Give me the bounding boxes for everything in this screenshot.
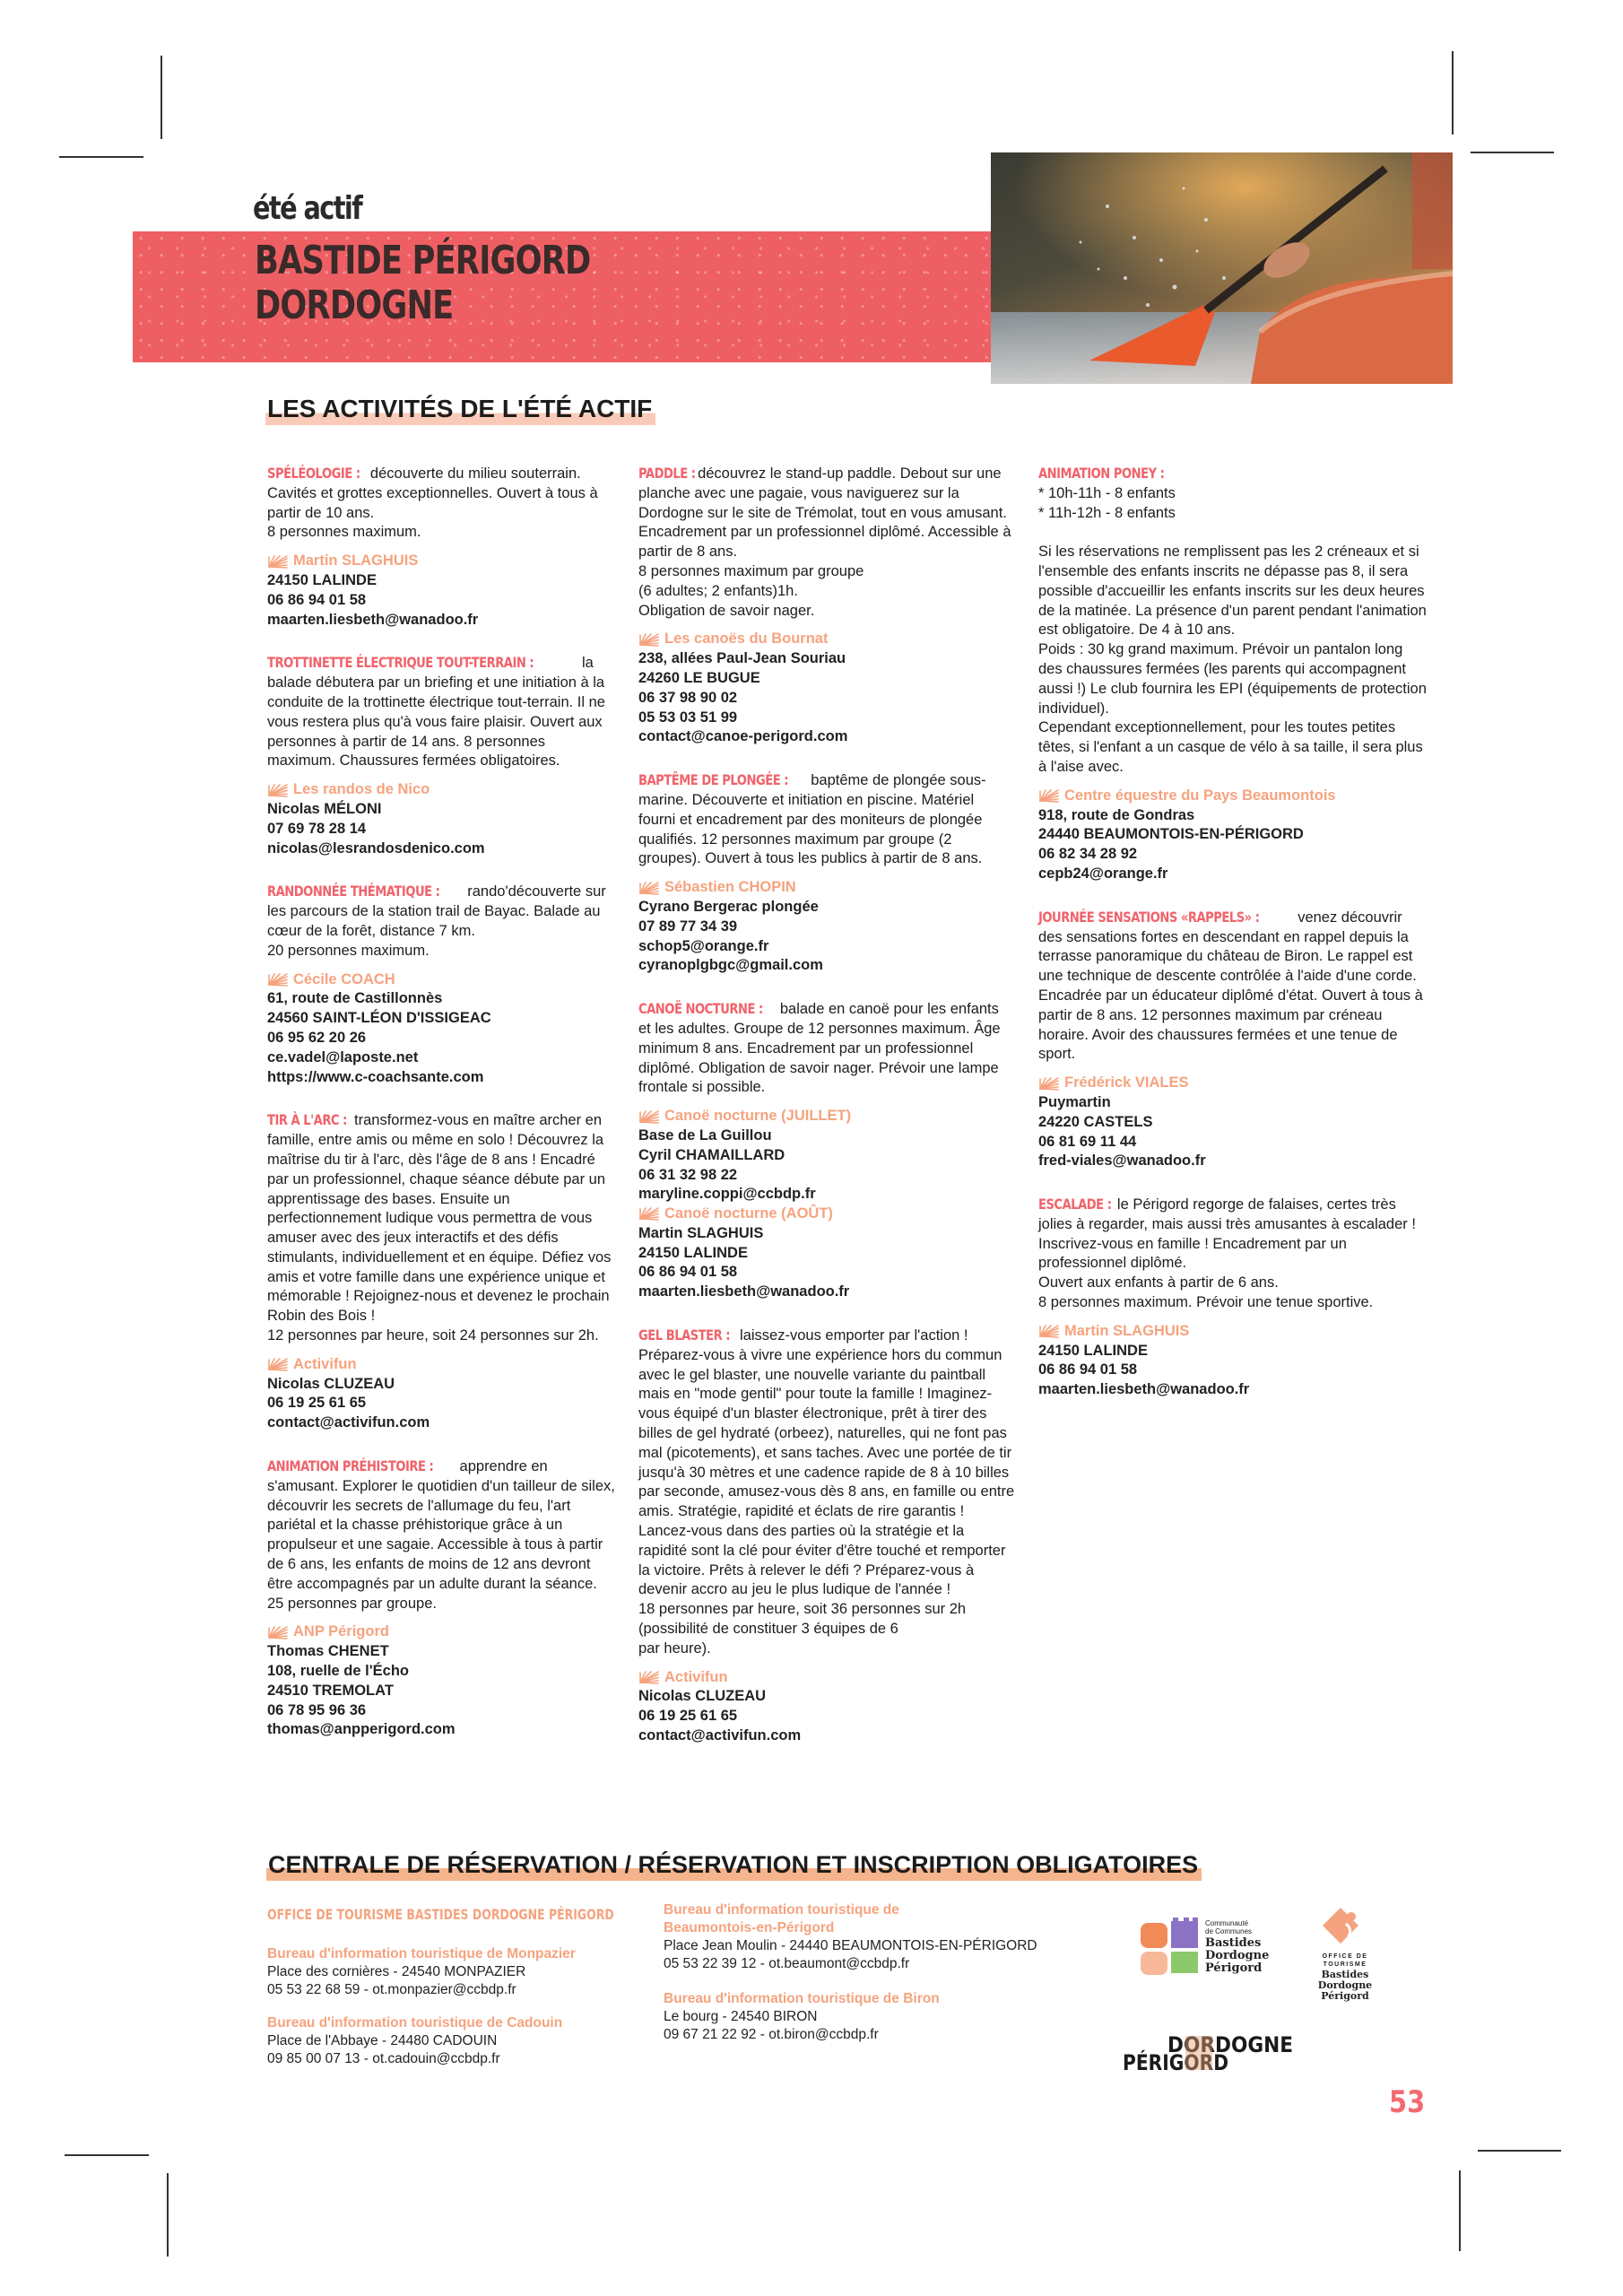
contact-email[interactable]: schop5@orange.fr (638, 937, 769, 954)
activity-description: laissez-vous emporter par l'action ! Préparez-vous à vivre une expérience hors du commun avec le gel blaster, une nouvelle variante du paintball mais en "mode gentil" pour toute la famille ! Imaginez-vous équipé d'un blaster électronique, prêt à tirer des billes de gel hydraté (orbeez), naturelles, qui ne font pas mal (picotements), et sans taches. Avec une portée de tir jusqu'à 30 mètres et une cadence rapide de 8 à 10 billes par seconde, amusez-vous dès 8 ans, en famille ou entre amis. Stratégie, rapidité et éclats de rire garantis ! Lancez-vous dans des parties où la stratégie et la rapidité sont la clé pour éviter d'être touché et remporter la victoire. Prêts à relever le défi ? Préparez-vous à devenir accro au jeu le plus ludique de l'année ! 18 personnes par heure, soit 36 personnes sur 2h (possibilité de constituer 3 équipes de 6 par heure). (638, 1327, 1015, 1657)
contact-organizer (1038, 787, 1428, 806)
contact-organizer (638, 1107, 1015, 1126)
bureau-contact[interactable]: 05 53 22 68 59 - ot.monpazier@ccbdp.fr (267, 1982, 516, 1997)
contact-card (267, 970, 617, 1088)
activity-block (1038, 908, 1428, 1065)
communaute-communes-logo (1137, 1916, 1280, 1980)
activity-description: la balade débutera par un briefing et une initiation à la conduite de la trottinette électrique tout-terrain. Il ne vous restera plus qu'à vous faire plaisir. Ouvert aux personnes à partir de 14 ans. 8 personnes maximum. Chaussures fermées obligatoires. (267, 655, 605, 770)
shell-icon (267, 784, 289, 797)
activities-column-3 (1038, 464, 1428, 1423)
page-title (133, 239, 590, 328)
activity-block (267, 653, 617, 771)
activity-description: balade en canoë pour les enfants et les adultes. Groupe de 12 personnes maximum. Âge minimum 8 ans. Encadrement par un professionnel diplômé. Obligation de savoir nager. Prévoir une lampe frontale si possible. (638, 1001, 1001, 1096)
crop-mark (1459, 2170, 1461, 2251)
activity-description: découverte du milieu souterrain. Cavités et grottes exceptionnelles. Ouvert à tous à partir de 10 ans. 8 personnes maximum. (267, 465, 598, 541)
contact-card (267, 1355, 617, 1433)
contact-organizer-name: Sébastien CHOPIN (664, 879, 796, 896)
contact-organizer (267, 1622, 617, 1642)
contact-phone[interactable]: 07 69 78 28 14 (267, 820, 367, 837)
contact-phone[interactable]: 06 78 95 96 36 (267, 1701, 367, 1718)
activity-block (267, 882, 617, 961)
logo-text: Périgord (1205, 1961, 1263, 1975)
logo-text: Bastides (1321, 1969, 1369, 1980)
contact-organizer (267, 780, 617, 800)
contact-email[interactable]: thomas@anpperigord.com (267, 1721, 456, 1738)
page-title-line1: BASTIDE PÉRIGORD (255, 238, 591, 283)
activity-description: * 10h-11h - 8 enfants * 11h-12h - 8 enfants Si les réservations ne remplissent pas les 2 créneaux et si l'ensemble des enfants inscrits ne dépasse pas 8, il sera possible d'accueillir les enfants inscrits sur les deux heures de la matinée. La présence d'un parent pendant l'animation est obligatoire. De 4 à 10 ans. Poids : 30 kg grand maximum. Prévoir un pantalon long des chaussures fermées (les parents qui accompagnent aussi !) Le club fournira les EPI (équipements de protection individuel). Cependant exceptionnellement, pour les toutes petites têtes, si l'enfant a un casque de vélo à sa taille, il sera plus à l'aise avec. (1038, 484, 1427, 775)
contact-line: 61, route de Castillonnès (267, 990, 443, 1007)
contact-phone[interactable]: 06 31 32 98 22 (638, 1166, 738, 1183)
reservation-left (267, 1906, 644, 2068)
contact-phone[interactable]: 06 86 94 01 58 (638, 1264, 738, 1281)
bureau-contact[interactable]: 09 85 00 07 13 - ot.cadouin@ccbdp.fr (267, 2051, 500, 2066)
contact-email[interactable]: ce.vadel@laposte.net (267, 1048, 419, 1065)
office-tourisme-logo (1314, 1906, 1376, 2005)
bureau-name: Bureau d'information touristique de (664, 1902, 899, 1918)
contact-organizer (267, 1355, 617, 1375)
contact-card (267, 552, 617, 630)
page-kicker: été actif (253, 190, 362, 227)
logo-text: TOURISME (1323, 1961, 1367, 1968)
contact-email[interactable]: fred-viales@wanadoo.fr (1038, 1152, 1206, 1170)
shell-icon (638, 1207, 660, 1221)
activity-label: ANIMATION PONEY : (1038, 465, 1165, 482)
shell-icon (267, 1358, 289, 1371)
kayak-photo-illustration (991, 152, 1453, 384)
contact-email[interactable]: maarten.liesbeth@wanadoo.fr (1038, 1381, 1250, 1398)
contact-organizer-name: Canoë nocturne (JUILLET) (664, 1108, 852, 1125)
activity-label: TIR À L'ARC : (267, 1111, 347, 1129)
contact-organizer (638, 1668, 1015, 1688)
contact-organizer-name: Les canoës du Bournat (664, 631, 829, 648)
contact-line: Martin SLAGHUIS (638, 1224, 764, 1241)
activity-description: apprendre en s'amusant. Explorer le quotidien d'un tailleur de silex, découvrir les secrets de l'allumage du feu, l'art pariétal et la chasse préhistorique grâce à un propulseur et une sagaie. Accessible à tous à partir de 6 ans, les enfants de moins de 12 ans devront être accompagnés par un adulte durant la séance. 25 personnes par groupe. (267, 1458, 615, 1612)
dordogne-perigord-logo-mark (1123, 2029, 1302, 2083)
crop-mark (65, 2154, 149, 2156)
contact-phone[interactable]: 06 95 62 20 26 (267, 1029, 367, 1046)
logo-text: DORDOGNE (1167, 2032, 1293, 2057)
contact-card (638, 1205, 1015, 1302)
activity-block (638, 999, 1015, 1098)
contact-phone[interactable]: 06 82 34 28 92 (1038, 846, 1138, 863)
contact-phone[interactable]: 07 89 77 34 39 (638, 918, 738, 935)
contact-email[interactable]: contact@canoe-perigord.com (638, 728, 848, 745)
contact-organizer (638, 1205, 1015, 1224)
communaute-logo-mark (1137, 1916, 1280, 1980)
shell-icon (267, 555, 289, 569)
activity-block (267, 464, 617, 543)
contact-email[interactable]: maryline.coppi@ccbdp.fr (638, 1186, 816, 1203)
office-name: OFFICE DE TOURISME BASTIDES DORDOGNE PÉRIGORD (267, 1906, 614, 1923)
contact-organizer (638, 630, 1015, 649)
activity-label: SPÉLÉOLOGIE : (267, 465, 360, 482)
activity-label: CANOË NOCTURNE : (638, 1000, 763, 1018)
shell-icon (638, 882, 660, 895)
bureau-address: Place de l'Abbaye - 24480 CADOUIN (267, 2033, 498, 2048)
contact-line: 24150 LALINDE (1038, 1342, 1148, 1359)
contact-organizer (638, 878, 1015, 898)
kayak-paddle-photo (991, 152, 1453, 384)
shell-icon (638, 1671, 660, 1684)
contact-card (638, 878, 1015, 976)
contact-card (638, 1668, 1015, 1746)
contact-organizer (1038, 1322, 1428, 1342)
contact-line: 24260 LE BUGUE (638, 669, 760, 686)
activity-label: ESCALADE : (1038, 1196, 1112, 1213)
contact-line: Nicolas CLUZEAU (638, 1688, 767, 1705)
contact-line: 24220 CASTELS (1038, 1113, 1153, 1130)
activity-description: baptême de plongée sous-marine. Découverte et initiation en piscine. Matériel fourni et encadrement par des moniteurs de plongée qualifiés. 12 personnes maximum par groupe (2 groupes). Ouvert à tous les publics à partir de 8 ans. (638, 772, 986, 867)
contact-line: Nicolas MÉLONI (267, 800, 382, 817)
activity-label: RANDONNÉE THÉMATIQUE : (267, 883, 440, 900)
logo-text: Dordogne (1205, 1949, 1270, 1962)
contact-line: 24150 LALINDE (638, 1244, 748, 1261)
contact-email[interactable]: contact@activifun.com (267, 1414, 430, 1431)
activity-block (638, 770, 1015, 869)
contact-line: Puymartin (1038, 1093, 1111, 1110)
contact-email[interactable]: nicolas@lesrandosdenico.com (267, 839, 485, 857)
activity-block (267, 1457, 617, 1613)
activity-block (638, 1326, 1015, 1659)
activity-block (1038, 464, 1428, 778)
contact-organizer (1038, 1074, 1428, 1093)
activity-label: GEL BLASTER : (638, 1326, 731, 1344)
contact-card (1038, 1322, 1428, 1400)
contact-line: Nicolas CLUZEAU (267, 1375, 395, 1392)
bureau-name: Bureau d'information touristique de Cadouin (267, 2015, 563, 2031)
activity-label: BAPTÊME DE PLONGÉE : (638, 771, 789, 789)
reservation-right (664, 1901, 1085, 2044)
activity-description: découvrez le stand-up paddle. Debout sur une planche avec une pagaie, vous naviguerez sur la Dordogne sur le site de Trémolat, tout en vous amusant. Encadrement par un professionnel diplômé. Accessible à partir de 8 ans. 8 personnes maximum par groupe (6 adultes; 2 enfants)1h. Obligation de savoir nager. (638, 465, 1011, 619)
contact-line: Base de La Guillou (638, 1126, 772, 1144)
contact-phone[interactable]: 06 81 69 11 44 (1038, 1133, 1137, 1150)
contact-organizer-name: Martin SLAGHUIS (1064, 1322, 1190, 1339)
contact-email[interactable]: maarten.liesbeth@wanadoo.fr (638, 1283, 850, 1300)
contact-phone[interactable]: 06 19 25 61 65 (267, 1395, 367, 1412)
activity-block (1038, 1195, 1428, 1313)
crop-mark (59, 156, 143, 158)
contact-line: 918, route de Gondras (1038, 806, 1195, 823)
bureau-address: Place des cornières - 24540 MONPAZIER (267, 1964, 526, 1979)
contact-line: 238, allées Paul-Jean Souriau (638, 650, 846, 667)
activity-label: PADDLE : (638, 465, 696, 482)
activity-label: TROTTINETTE ÉLECTRIQUE TOUT-TERRAIN : (267, 654, 534, 672)
shell-icon (267, 973, 289, 987)
shell-icon (1038, 789, 1060, 803)
contact-organizer-name: Centre équestre du Pays Beaumontois (1064, 787, 1336, 804)
logo-text: Périgord (1321, 1990, 1369, 2002)
crop-mark (1452, 51, 1454, 135)
logo-text: PÉRIGORD (1123, 2050, 1248, 2075)
shell-icon (638, 1110, 660, 1124)
contact-line: Cyril CHAMAILLARD (638, 1146, 785, 1163)
activity-description: le Périgord regorge de falaises, certes très jolies à regarder, mais aussi très amusantes à escalader ! Inscrivez-vous en famille ! Encadrement par un professionnel diplômé. Ouvert aux enfants à partir de 6 ans. 8 personnes maximum. Prévoir une tenue sportive. (1038, 1196, 1416, 1311)
contact-phone[interactable]: 06 19 25 61 65 (638, 1708, 738, 1725)
activity-block (267, 1110, 617, 1346)
page-title-line2: DORDOGNE (255, 283, 454, 328)
contact-card (1038, 1074, 1428, 1171)
contact-phone[interactable]: 06 37 98 90 02 (638, 689, 738, 706)
contact-card (267, 780, 617, 858)
contact-line: Cyrano Bergerac plongée (638, 898, 819, 915)
contact-line: 24560 SAINT-LÉON D'ISSIGEAC (267, 1010, 491, 1027)
logo-text: de Communes (1205, 1927, 1253, 1935)
contact-organizer-name: Les randos de Nico (293, 781, 430, 798)
contact-organizer-name: ANP Périgord (293, 1623, 389, 1640)
office-tourisme-logo-mark (1314, 1906, 1376, 2005)
activity-label: JOURNÉE SENSATIONS «RAPPELS» : (1038, 908, 1260, 926)
activities-column-1 (267, 464, 617, 1763)
contact-organizer (267, 552, 617, 571)
contact-organizer-name: Canoë nocturne (AOÛT) (664, 1205, 833, 1222)
contact-email[interactable]: maarten.liesbeth@wanadoo.fr (267, 611, 479, 628)
crop-mark (1478, 2150, 1561, 2152)
shell-icon (1038, 1325, 1060, 1338)
activities-column-2 (638, 464, 1015, 1770)
contact-phone[interactable]: 06 86 94 01 58 (267, 591, 367, 608)
reservation-title: CENTRALE DE RÉSERVATION / RÉSERVATION ET INSCRIPTION OBLIGATOIRES (266, 1851, 1202, 1881)
activity-block (638, 464, 1015, 621)
contact-organizer-name: Activifun (293, 1355, 357, 1372)
logo-text: Communauté (1205, 1919, 1249, 1927)
contact-card (638, 630, 1015, 747)
contact-phone[interactable]: 06 86 94 01 58 (1038, 1361, 1138, 1378)
contact-organizer-name: Cécile COACH (293, 970, 395, 987)
logo-text: Dordogne (1317, 1979, 1373, 1991)
bureau-address: Le bourg - 24540 BIRON (664, 2009, 818, 2024)
bureau-name: Bureau d'information touristique de Monpazier (267, 1946, 576, 1961)
shell-icon (638, 633, 660, 647)
contact-website[interactable]: https://www.c-coachsante.com (267, 1068, 484, 1085)
contact-card (638, 1107, 1015, 1205)
shell-icon (1038, 1077, 1060, 1091)
contact-line: 24150 LALINDE (267, 571, 377, 588)
activity-description: venez découvrir des sensations fortes en descendant en rappel depuis la terrasse panoramique du château de Biron. Le rappel est une technique de descente contrôlée à l'aide d'une corde. Encadrée par un éducateur diplômé d'état. Ouvert à tous à partir de 8 ans. 12 personnes maximum par créneau horaire. Avoir des chaussures fermées et une tenue de sport. (1038, 909, 1423, 1063)
dordogne-perigord-logo (1123, 2029, 1302, 2083)
activity-description: rando'découverte sur les parcours de la station trail de Bayac. Balade au cœur de la forêt, distance 7 km. 20 personnes maximum. (267, 883, 606, 959)
contact-organizer-name: Martin SLAGHUIS (293, 552, 419, 570)
contact-card (267, 1622, 617, 1740)
bureau-name-line2: Beaumontois-en-Périgord (664, 1920, 835, 1935)
contact-organizer-name: Frédérick VIALES (1064, 1074, 1189, 1091)
crop-mark (167, 2173, 169, 2257)
contact-email[interactable]: cepb24@orange.fr (1038, 865, 1168, 882)
page-number: 53 (1389, 2084, 1426, 2120)
contact-email[interactable]: cyranoplgbgc@gmail.com (638, 957, 823, 974)
activity-description: transformez-vous en maître archer en famille, entre amis ou même en solo ! Découvrez la maîtrise du tir à l'arc, dès l'âge de 8 ans ! Encadré par un professionnel, chaque séance débute par un apprentissage des bases. Ensuite un perfectionnement ludique vous permettra de vous amuser avec des jeux interactifs et des défis stimulants, individuellement et en équipe. Défiez vos amis et votre famille dans une expérience unique et mémorable ! Rejoignez-nous et devenez le prochain Robin des Bois ! 12 personnes par heure, soit 24 personnes sur 2h. (267, 1112, 612, 1344)
logo-text: OFFICE DE (1322, 1953, 1368, 1960)
contact-line: 24510 TREMOLAT (267, 1682, 394, 1699)
bureau-contact[interactable]: 05 53 22 39 12 - ot.beaumont@ccbdp.fr (664, 1956, 910, 1971)
bureau-name: Bureau d'information touristique de Biron (664, 1991, 940, 2006)
contact-card (1038, 787, 1428, 884)
shell-icon (267, 1626, 289, 1639)
contact-line: 24440 BEAUMONTOIS-EN-PÉRIGORD (1038, 826, 1304, 843)
bureau-contact[interactable]: 09 67 21 22 92 - ot.biron@ccbdp.fr (664, 2027, 879, 2042)
contact-organizer (267, 970, 617, 990)
activity-label: ANIMATION PRÉHISTOIRE : (267, 1457, 434, 1475)
contact-organizer-name: Activifun (664, 1668, 728, 1685)
section-title: LES ACTIVITÉS DE L'ÉTÉ ACTIF (265, 395, 655, 425)
logo-text: Bastides (1205, 1936, 1262, 1950)
bureau-address: Place Jean Moulin - 24440 BEAUMONTOIS-EN-PÉRIGORD (664, 1938, 1037, 1953)
contact-line: 108, ruelle de l'Écho (267, 1663, 409, 1680)
contact-line: Thomas CHENET (267, 1643, 389, 1660)
contact-phone[interactable]: 05 53 03 51 99 (638, 709, 738, 726)
contact-email[interactable]: contact@activifun.com (638, 1727, 802, 1744)
crop-mark (1471, 152, 1554, 153)
crop-mark (161, 56, 162, 139)
